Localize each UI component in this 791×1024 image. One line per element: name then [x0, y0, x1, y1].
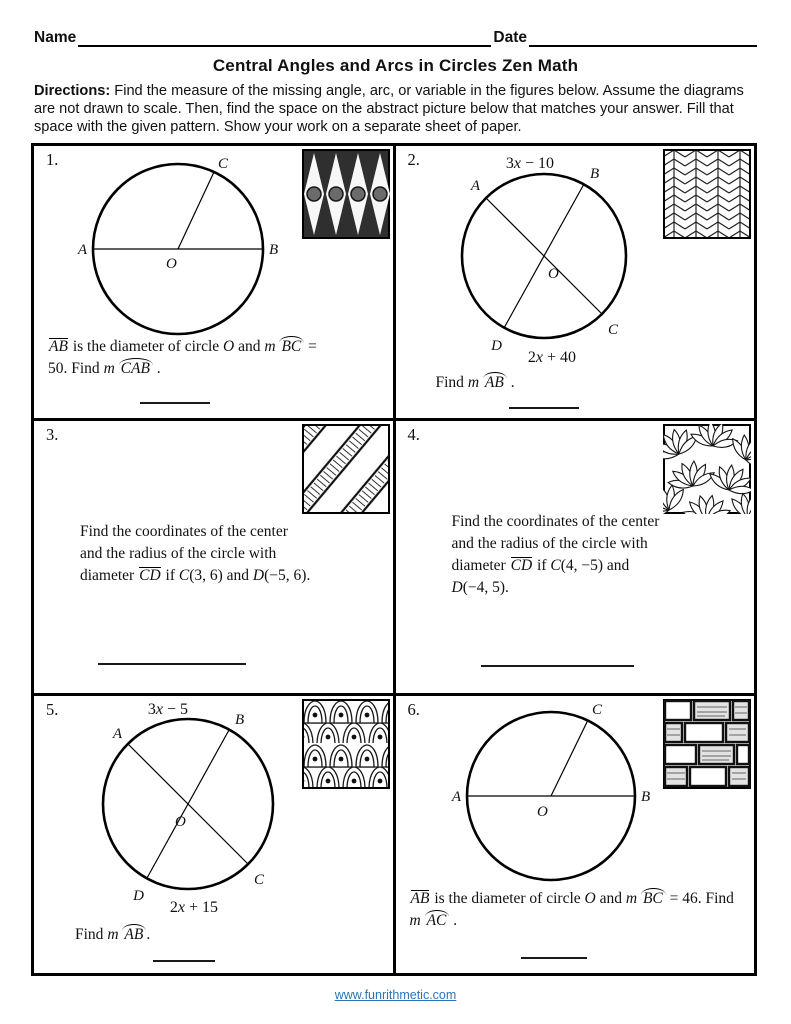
text-run: D — [252, 567, 265, 584]
diagram-label-a: A — [112, 726, 122, 742]
arc-ab-expression: 3x − 10 — [505, 155, 554, 172]
fan-shells-pattern-icon — [663, 424, 751, 514]
text-run: 50. Find — [48, 360, 104, 377]
problem-number: 4. — [407, 425, 420, 444]
text-run: and — [234, 338, 265, 355]
diagram-label-c: C — [218, 156, 229, 172]
text-run: if — [533, 557, 551, 574]
text-run: (−5, 6). — [264, 567, 311, 584]
circle-diagram-1 — [56, 154, 306, 352]
problem-4-cell — [396, 421, 755, 693]
text-run: C — [550, 557, 561, 574]
arc-dc-expression: 2x + 40 — [527, 349, 576, 366]
answer-blank — [98, 663, 246, 665]
text-run: is the diameter of circle — [430, 890, 585, 907]
date-label: Date — [493, 29, 527, 46]
diagram-label-d: D — [133, 888, 144, 904]
text-run: O — [584, 890, 596, 907]
radius-oc-line — [551, 720, 588, 796]
problem-number: 6. — [407, 700, 420, 719]
diagram-label-b: B — [589, 166, 599, 182]
problem-statement — [436, 372, 736, 394]
problem-2-cell — [396, 146, 755, 418]
text-run: and the radius of the circle with — [451, 535, 648, 552]
text-run: Find the coordinates of the center — [451, 513, 660, 530]
diagram-label-a: A — [77, 242, 87, 258]
text-run: m — [467, 374, 483, 391]
problem-5-cell — [34, 696, 393, 973]
page-title: Central Angles and Arcs in Circles Zen Math — [212, 56, 579, 75]
text-run: m — [107, 926, 123, 943]
text-run: and — [595, 890, 626, 907]
arc-ab-expression: 3x − 5 — [147, 701, 189, 718]
diagram-label-a: A — [470, 178, 480, 194]
pattern-swatch-diagonal-stripes — [302, 424, 390, 514]
text-run: Find — [75, 926, 108, 943]
text-run: C — [178, 567, 190, 584]
problem-statement — [48, 336, 388, 380]
pattern-swatch-fans — [663, 424, 751, 514]
text-run: AB — [124, 926, 144, 943]
text-run: Find — [435, 374, 468, 391]
diagram-label-c: C — [607, 322, 618, 338]
text-run: if — [161, 567, 179, 584]
text-run: m — [103, 360, 119, 377]
text-run: AB — [410, 890, 430, 907]
name-date-row — [34, 26, 757, 47]
diagram-label-o: O — [166, 256, 177, 272]
diagram-label-b: B — [269, 242, 279, 258]
text-run: diameter — [451, 557, 510, 574]
footer-link[interactable]: www.funrithmetic.com — [334, 988, 457, 1002]
directions-label: Directions: — [34, 83, 111, 99]
text-run: . — [152, 360, 161, 377]
name-label: Name — [34, 29, 77, 46]
problem-number: 3. — [46, 425, 59, 444]
text-run: CD — [510, 557, 533, 574]
problem-number: 1. — [46, 150, 59, 169]
text-run: = — [304, 338, 317, 355]
text-run: CAB — [120, 360, 150, 377]
pattern-swatch-herringbone — [663, 149, 751, 239]
answer-blank — [521, 957, 587, 959]
radius-oc-line — [178, 172, 214, 249]
text-run: m — [409, 912, 425, 929]
answer-blank — [481, 665, 634, 667]
answer-blank — [140, 402, 210, 404]
herringbone-pattern-icon — [663, 149, 751, 239]
text-run: . — [506, 374, 515, 391]
directions — [34, 82, 760, 136]
date-blank-line — [529, 26, 757, 47]
diagram-label-o: O — [536, 804, 548, 820]
circle-diagram-2 — [424, 152, 674, 384]
diagram-label-d: D — [490, 338, 502, 354]
circle-diagram-6 — [427, 698, 683, 890]
name-blank-line — [78, 26, 491, 47]
text-run: and the radius of the circle with — [80, 545, 277, 562]
text-run: . — [146, 926, 151, 943]
diagram-label-b: B — [640, 789, 650, 805]
text-run: (−4, 5). — [462, 579, 509, 596]
diagram-label-a: A — [451, 789, 461, 805]
diameter-bd-line — [147, 730, 229, 878]
text-run: diameter — [80, 567, 139, 584]
problem-statement — [452, 511, 752, 599]
problem-number: 2. — [407, 150, 420, 169]
footer — [0, 986, 791, 1004]
circle-diagram-5 — [58, 698, 318, 926]
problem-6-cell — [396, 696, 755, 973]
pattern-swatch-diamonds — [302, 149, 390, 239]
answer-blank — [509, 407, 579, 409]
diamonds-pattern-icon — [302, 149, 390, 239]
text-run: BC — [281, 338, 302, 355]
diagram-label-c: C — [254, 872, 265, 888]
problem-statement — [80, 521, 380, 587]
directions-text: Find the measure of the missing angle, arc, or variable in the figures below. Assume the diagrams are not drawn to scale. Then, find the space on the abstract picture below that matches your answer. Fill that space with the given pattern. Show your work on a separate sheet of paper. — [34, 83, 744, 136]
text-run: . — [449, 912, 458, 929]
text-run: AC — [426, 912, 447, 929]
problem-grid — [31, 143, 757, 976]
diagram-label-o: O — [547, 266, 559, 282]
text-run: m — [264, 338, 280, 355]
text-run: m — [625, 890, 641, 907]
text-run: (4, −5) and — [560, 557, 630, 574]
text-run: O — [223, 338, 235, 355]
text-run: BC — [642, 890, 663, 907]
arc-dc-expression: 2x + 15 — [169, 899, 219, 916]
text-run: CD — [139, 567, 161, 584]
diagram-label-o: O — [175, 814, 186, 830]
diagram-label-b: B — [235, 712, 245, 728]
problem-statement — [75, 924, 375, 946]
problem-number: 5. — [46, 700, 59, 719]
text-run: AB — [484, 374, 504, 391]
diameter-bd-line — [504, 184, 584, 328]
text-run: (3, 6) and — [189, 567, 253, 584]
text-run: Find the coordinates of the center — [80, 523, 288, 540]
problem-statement — [410, 888, 754, 932]
diagram-label-c: C — [591, 702, 602, 718]
problem-1-cell — [34, 146, 393, 418]
answer-blank — [153, 960, 215, 962]
text-run: is the diameter of circle — [68, 338, 224, 355]
text-run: = 46. Find — [665, 890, 734, 907]
text-run: AB — [49, 338, 68, 355]
text-run: D — [451, 579, 463, 596]
problem-3-cell — [34, 421, 393, 693]
diagonal-stripes-pattern-icon — [302, 424, 390, 514]
